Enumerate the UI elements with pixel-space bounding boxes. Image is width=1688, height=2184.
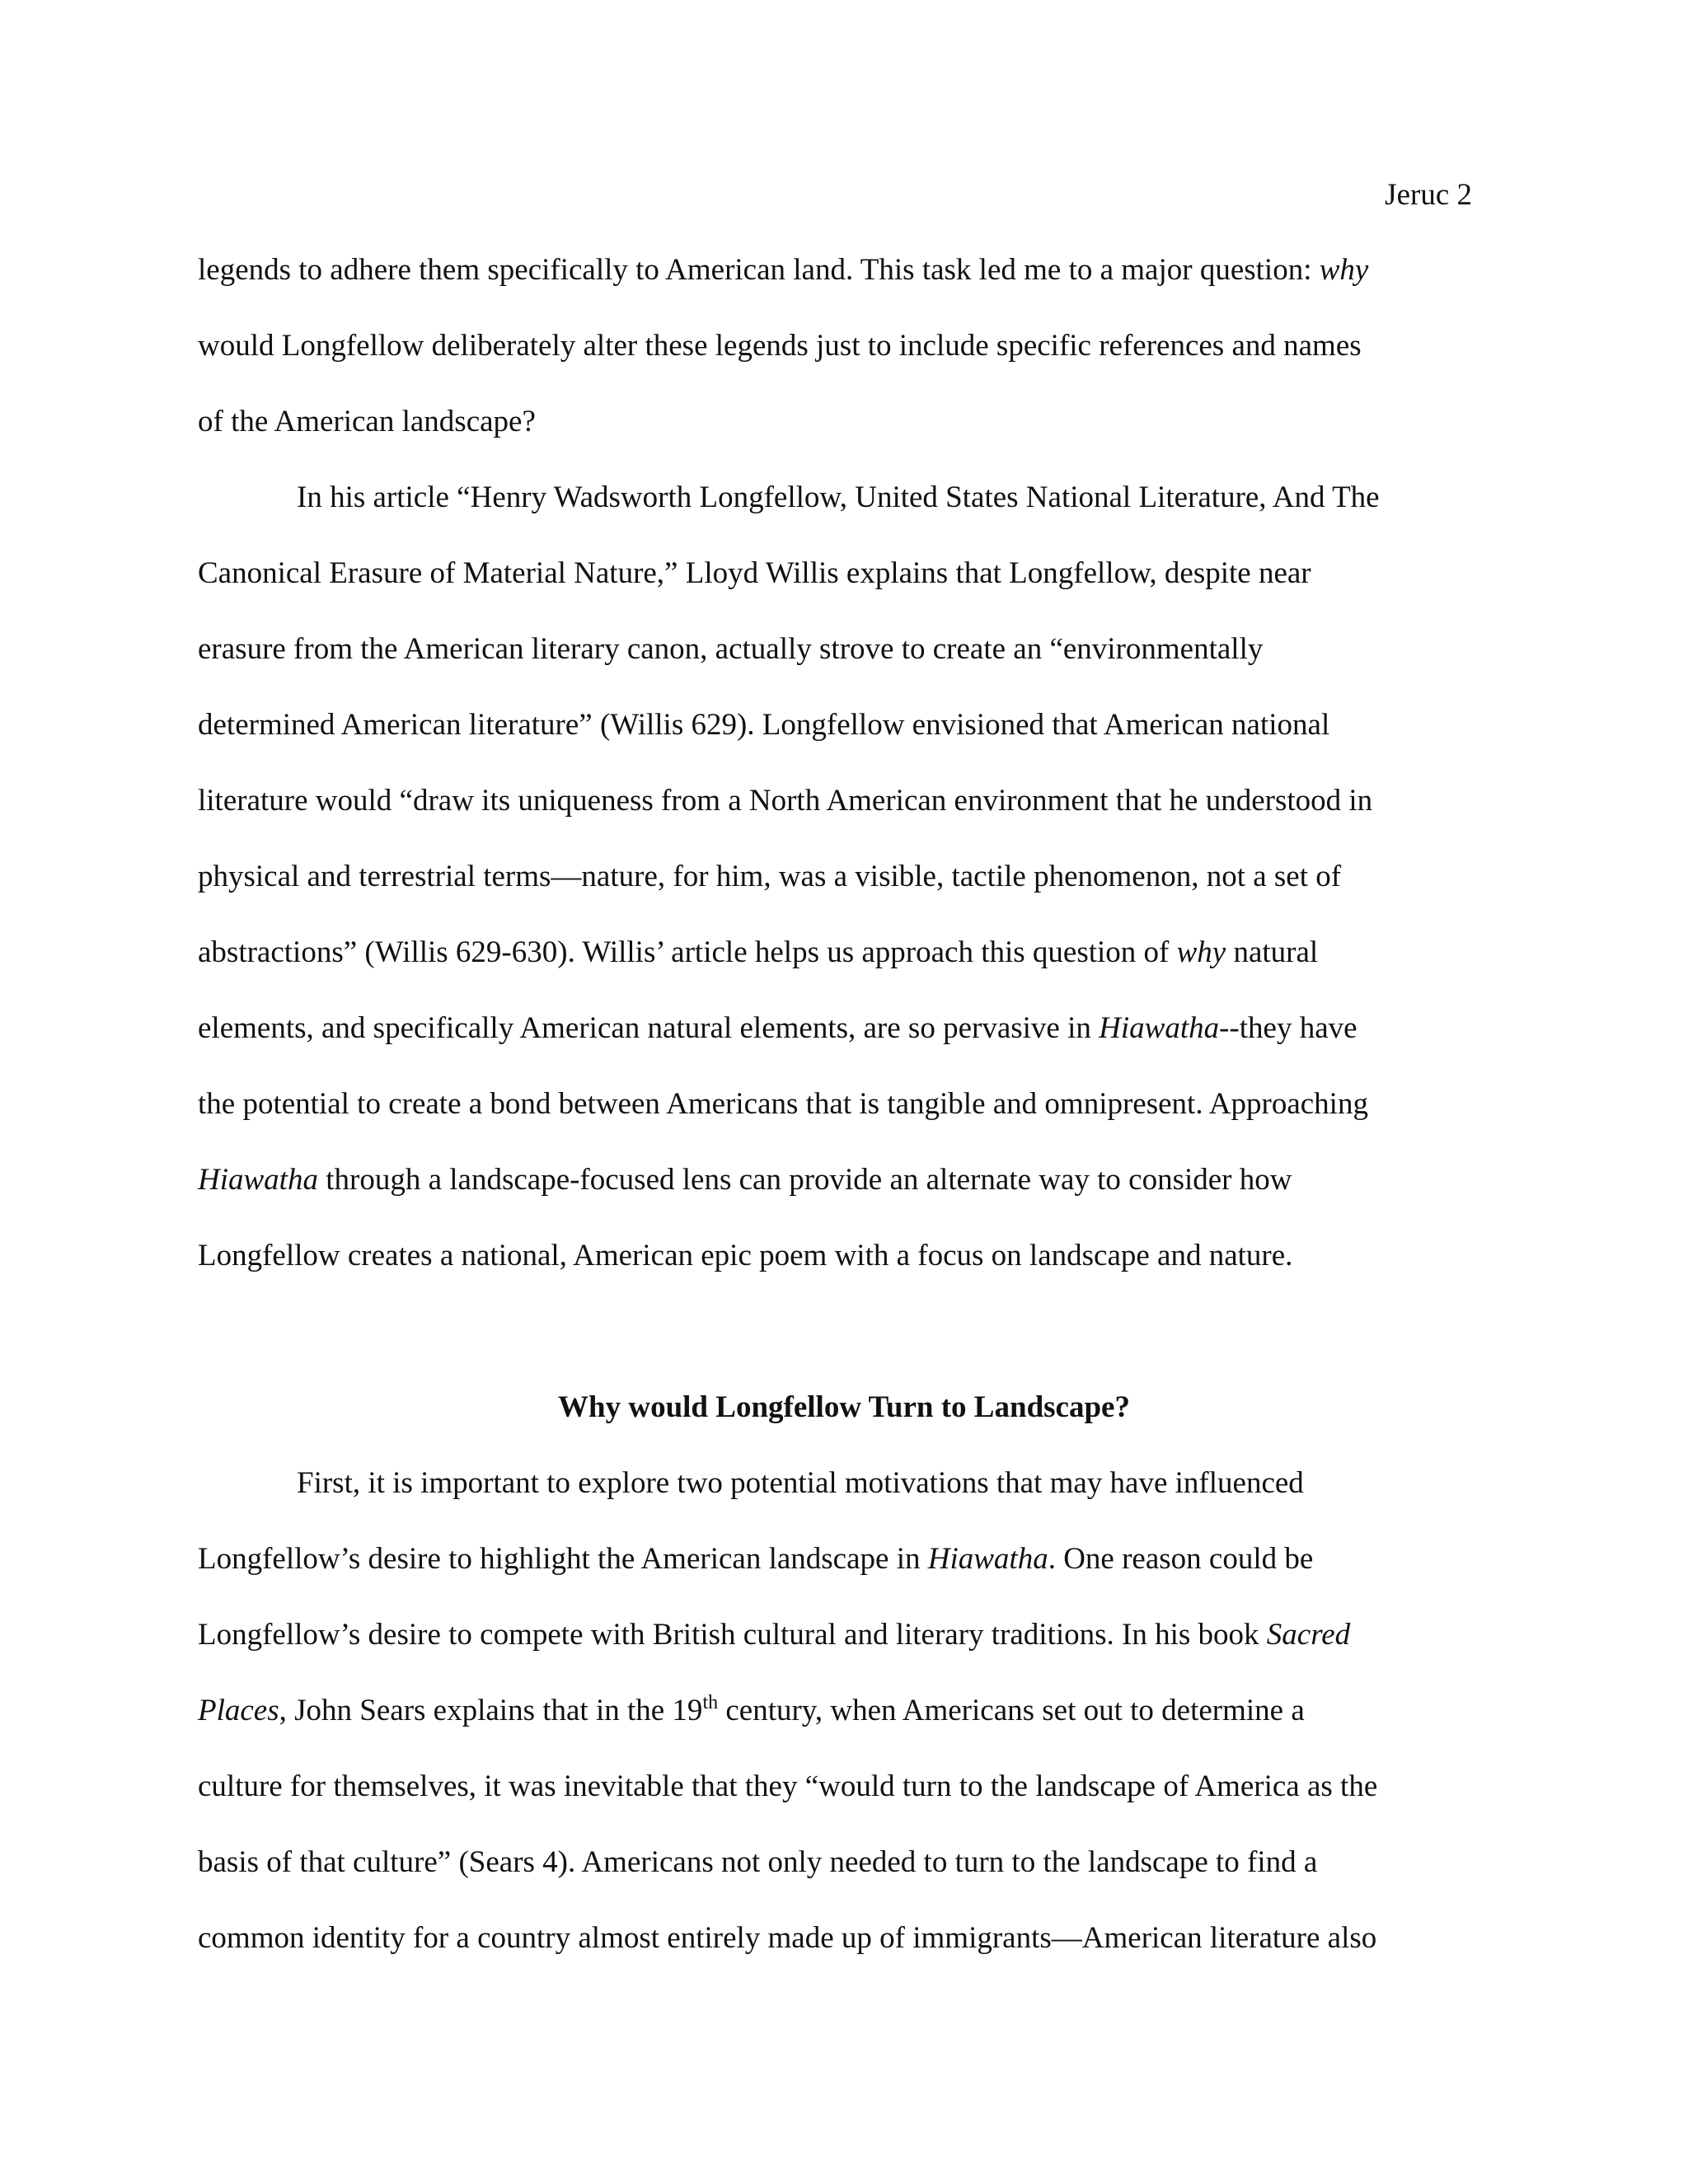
body-line: Longfellow creates a national, American epic poem with a focus on landscape and nature.: [198, 1239, 1293, 1272]
text-span: legends to adhere them specifically to American land. This task led me to a major question:: [198, 253, 1320, 287]
page-header: Jeruc 2: [1385, 178, 1472, 212]
italic-text: Hiawatha: [1099, 1011, 1220, 1045]
italic-text: why: [1176, 935, 1226, 969]
body-line: [198, 250, 1368, 291]
body-line: [198, 1160, 1292, 1201]
body-line: [198, 1539, 1313, 1580]
section-heading: Why would Longfellow Turn to Landscape?: [558, 1390, 1130, 1424]
body-line: [198, 1615, 1350, 1656]
italic-text: Hiawatha: [198, 1163, 318, 1197]
superscript: th: [702, 1692, 719, 1713]
body-line: [198, 1008, 1357, 1049]
body-line: culture for themselves, it was inevitable that they “would turn to the landscape of America as the: [198, 1769, 1378, 1803]
italic-text: Hiawatha: [927, 1542, 1048, 1576]
body-line: literature would “draw its uniqueness from a North American environment that he understood in: [198, 784, 1373, 818]
body-line: [198, 1690, 1305, 1732]
text-span: abstractions” (Willis 629-630). Willis’ article helps us approach this question of: [198, 935, 1177, 969]
text-span: , John Sears explains that in the 19: [279, 1694, 703, 1727]
body-line: determined American literature” (Willis 629). Longfellow envisioned that American national: [198, 708, 1330, 742]
text-span: Longfellow’s desire to compete with British cultural and literary traditions. In his book: [198, 1618, 1267, 1652]
body-line: the potential to create a bond between Americans that is tangible and omnipresent. Approaching: [198, 1087, 1368, 1121]
text-span: through a landscape-focused lens can provide an alternate way to consider how: [317, 1163, 1292, 1197]
body-line: basis of that culture” (Sears 4). Americans not only needed to turn to the landscape to find a: [198, 1845, 1318, 1879]
text-span: Longfellow’s desire to highlight the American landscape in: [198, 1542, 928, 1576]
text-span: . One reason could be: [1048, 1542, 1314, 1576]
text-span: --they have: [1219, 1011, 1357, 1045]
italic-text: Places: [198, 1694, 279, 1727]
body-line: common identity for a country almost entirely made up of immigrants—American literature also: [198, 1921, 1377, 1955]
text-span: century, when Americans set out to determine a: [718, 1694, 1305, 1727]
italic-text: why: [1319, 253, 1369, 287]
body-line: [198, 932, 1318, 973]
body-line: erasure from the American literary canon, actually strove to create an “environmentally: [198, 632, 1264, 666]
body-line: physical and terrestrial terms—nature, for him, was a visible, tactile phenomenon, not a set of: [198, 860, 1342, 893]
body-line: Canonical Erasure of Material Nature,” Lloyd Willis explains that Longfellow, despite near: [198, 556, 1311, 590]
text-span: elements, and specifically American natural elements, are so pervasive in: [198, 1011, 1100, 1045]
italic-text: Sacred: [1266, 1618, 1351, 1652]
body-line: In his article “Henry Wadsworth Longfellow, United States National Literature, And The: [297, 480, 1380, 514]
text-span: natural: [1226, 935, 1319, 969]
body-line: would Longfellow deliberately alter these legends just to include specific references and names: [198, 329, 1362, 363]
body-line: First, it is important to explore two potential motivations that may have influenced: [297, 1466, 1304, 1500]
body-line: of the American landscape?: [198, 405, 536, 438]
